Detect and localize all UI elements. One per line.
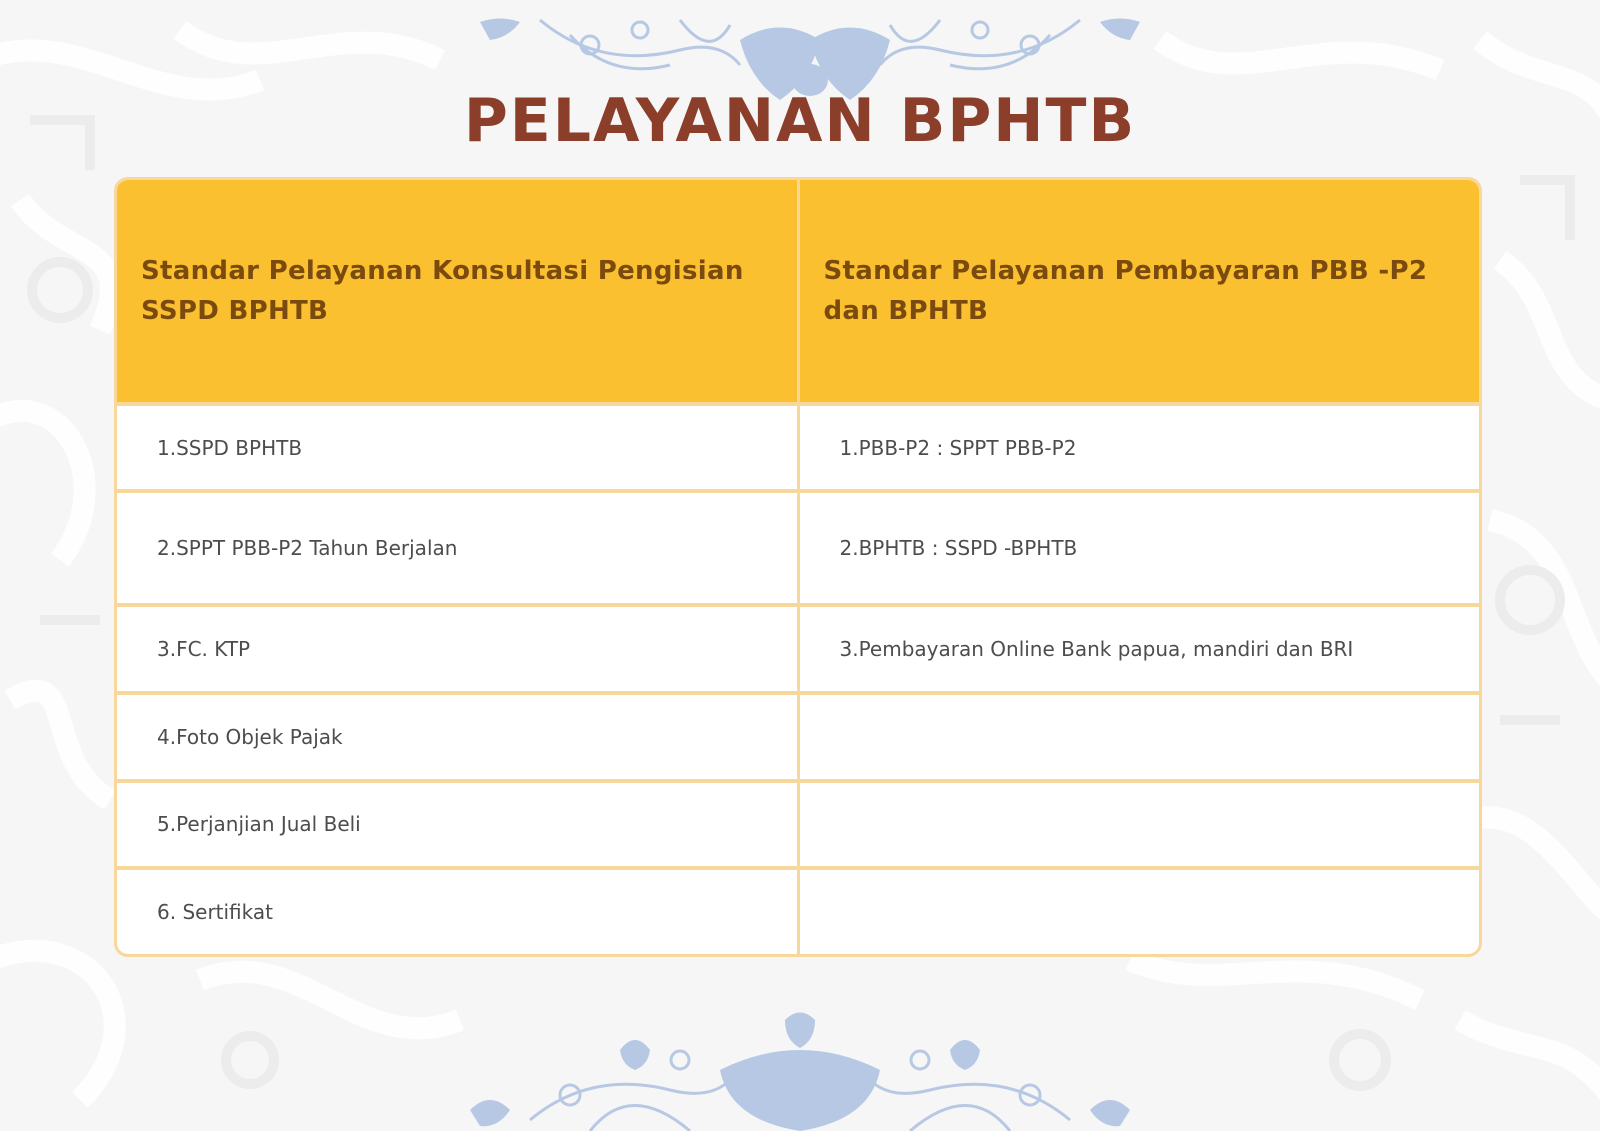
table-cell	[798, 693, 1479, 781]
table-row	[117, 693, 1479, 781]
table-cell: 3.FC. KTP	[117, 605, 798, 693]
table-header-row	[117, 180, 1479, 404]
bottom-ornament	[470, 1010, 1130, 1131]
table-row	[117, 404, 1479, 491]
table-cell	[798, 781, 1479, 868]
table-cell	[798, 868, 1479, 954]
table-row	[117, 781, 1479, 868]
table-row	[117, 491, 1479, 604]
table-cell: 1.PBB-P2 : SPPT PBB-P2	[798, 404, 1479, 491]
table-cell: 2.SPPT PBB-P2 Tahun Berjalan	[117, 491, 798, 604]
page-title: PELAYANAN BPHTB	[463, 86, 1137, 156]
service-table	[114, 177, 1482, 957]
table-cell: 6. Sertifikat	[117, 868, 798, 954]
table-cell: 5.Perjanjian Jual Beli	[117, 781, 798, 868]
table-cell: 3.Pembayaran Online Bank papua, mandiri dan BRI	[798, 605, 1479, 693]
column-header-payment: Standar Pelayanan Pembayaran PBB -P2 dan BPHTB	[798, 180, 1479, 404]
table-row	[117, 868, 1479, 954]
table-cell: 2.BPHTB : SSPD -BPHTB	[798, 491, 1479, 604]
table-cell: 4.Foto Objek Pajak	[117, 693, 798, 781]
table-row	[117, 605, 1479, 693]
column-header-consultation: Standar Pelayanan Konsultasi Pengisian SSPD BPHTB	[117, 180, 798, 404]
table-cell: 1.SSPD BPHTB	[117, 404, 798, 491]
